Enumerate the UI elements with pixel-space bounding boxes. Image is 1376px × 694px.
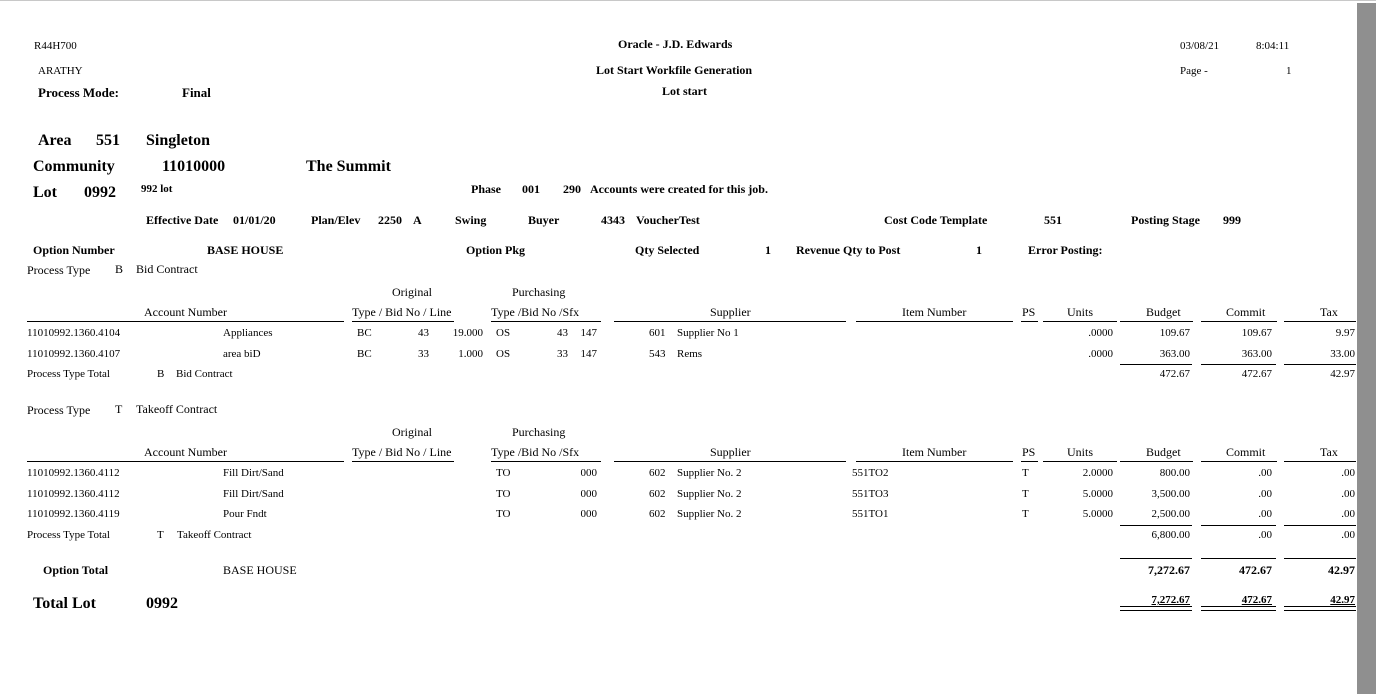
col-item-number: Item Number: [902, 305, 967, 319]
column-header-rule: [491, 321, 601, 322]
area-code: 551: [96, 132, 120, 149]
supplier-name: Supplier No. 2: [677, 467, 742, 479]
tax-value: .00: [1341, 488, 1355, 500]
col-budget: Budget: [1146, 445, 1181, 459]
column-header-rule: [1284, 461, 1356, 462]
account-desc: Fill Dirt/Sand: [223, 467, 284, 479]
process-type-total-commit: .00: [1258, 529, 1272, 541]
pur-sfx: 000: [580, 508, 597, 520]
option-number-label: Option Number: [33, 243, 115, 257]
subtotal-rule: [1201, 364, 1276, 365]
col-purchasing-sub: Type /Bid No /Sfx: [491, 445, 580, 459]
col-purchasing: Purchasing: [512, 285, 566, 299]
account-number: 11010992.1360.4112: [27, 488, 120, 500]
cost-code-template: 551: [1044, 213, 1062, 227]
col-item-number: Item Number: [902, 445, 967, 459]
qty-selected: 1: [765, 243, 771, 257]
report-id: R44H700: [34, 40, 77, 52]
col-units: Units: [1067, 445, 1094, 459]
option-total-tax: 42.97: [1328, 563, 1355, 577]
option-total-label: Option Total: [43, 563, 109, 577]
column-header-rule: [1201, 461, 1277, 462]
community-label: Community: [33, 158, 115, 175]
orig-line: 19.000: [452, 327, 483, 339]
account-desc: Fill Dirt/Sand: [223, 488, 284, 500]
account-number: 11010992.1360.4104: [27, 327, 121, 339]
pur-type: TO: [496, 467, 511, 479]
process-type-name: Takeoff Contract: [136, 402, 218, 416]
tax-value: .00: [1341, 467, 1355, 479]
col-ps: PS: [1022, 445, 1036, 459]
column-header-rule: [1021, 461, 1038, 462]
column-header-rule: [1120, 321, 1193, 322]
supplier-name: Rems: [677, 348, 703, 360]
orig-type: BC: [357, 327, 372, 339]
process-type-total-budget: 472.67: [1159, 368, 1190, 380]
lot-total-budget-double-rule: [1120, 606, 1192, 611]
pur-type: OS: [496, 348, 511, 360]
column-header-rule: [856, 461, 1013, 462]
commit-value: .00: [1258, 508, 1272, 520]
col-units: Units: [1067, 305, 1094, 319]
supplier-name: Supplier No 1: [677, 327, 739, 339]
tax-value: 9.97: [1335, 327, 1355, 339]
option-total-budget: 7,272.67: [1148, 563, 1190, 577]
lot-desc: 992 lot: [141, 183, 173, 195]
company-name: Oracle - J.D. Edwards: [618, 37, 733, 51]
process-mode-label: Process Mode:: [38, 85, 119, 100]
item-number: 551TO2: [852, 467, 889, 479]
process-type-name: Bid Contract: [136, 262, 198, 276]
posting-stage: 999: [1223, 213, 1241, 227]
subtotal-rule: [1284, 525, 1356, 526]
orig-bid-no: 43: [418, 327, 429, 339]
column-header-rule: [352, 461, 454, 462]
supplier-name: Supplier No. 2: [677, 508, 742, 520]
accounts-message: Accounts were created for this job.: [590, 182, 768, 196]
col-ps: PS: [1022, 305, 1036, 319]
column-header-rule: [1284, 321, 1356, 322]
option-number: BASE HOUSE: [207, 243, 284, 257]
orig-type: BC: [357, 348, 372, 360]
report-title: Lot Start Workfile Generation: [596, 63, 753, 77]
units-value: 2.0000: [1082, 467, 1113, 479]
area-name: Singleton: [146, 132, 211, 149]
item-number: 551TO1: [852, 508, 889, 520]
buyer-label: Buyer: [528, 213, 560, 227]
process-type-total-code: T: [157, 529, 164, 541]
process-mode-value: Final: [182, 85, 211, 100]
process-type-code: T: [115, 402, 123, 416]
pur-type: TO: [496, 488, 511, 500]
col-budget: Budget: [1146, 305, 1181, 319]
col-commit: Commit: [1226, 305, 1266, 319]
process-type-label: Process Type: [27, 263, 91, 277]
process-type-total-label: Process Type Total: [27, 368, 110, 380]
buyer-code: 4343: [601, 213, 625, 227]
posting-stage-code: T: [1022, 488, 1029, 500]
top-border: [0, 0, 1376, 1]
units-value: 5.0000: [1082, 488, 1113, 500]
tax-value: .00: [1341, 508, 1355, 520]
account-desc: Appliances: [223, 327, 273, 339]
units-value: 5.0000: [1082, 508, 1113, 520]
lot-total-commit-double-rule: [1201, 606, 1276, 611]
error-posting-label: Error Posting:: [1028, 243, 1103, 257]
report-date: 03/08/21: [1180, 40, 1220, 52]
lot-total-budget: 7,272.67: [1151, 594, 1190, 606]
units-value: .0000: [1088, 327, 1113, 339]
pur-sfx: 000: [580, 467, 597, 479]
item-number: 551TO3: [852, 488, 889, 500]
phase-value: 001: [522, 182, 540, 196]
process-type-code: B: [115, 262, 124, 276]
process-type-total-name: Bid Contract: [176, 368, 233, 380]
pur-type: OS: [496, 327, 511, 339]
process-type-label: Process Type: [27, 403, 91, 417]
report-time: 8:04:11: [1256, 40, 1290, 52]
lot-number: 0992: [84, 184, 116, 201]
col-account-number: Account Number: [144, 445, 227, 459]
process-type-total-name: Takeoff Contract: [177, 529, 252, 541]
column-header-rule: [614, 461, 846, 462]
option-total-budget-rule: [1120, 558, 1192, 559]
account-number: 11010992.1360.4119: [27, 508, 120, 520]
effective-date-label: Effective Date: [146, 213, 219, 227]
budget-value: 3,500.00: [1151, 488, 1190, 500]
pur-sfx: 147: [580, 348, 597, 360]
col-original: Original: [392, 285, 432, 299]
account-desc: Pour Fndt: [223, 508, 267, 520]
col-original-sub: Type / Bid No / Line: [352, 445, 452, 459]
budget-value: 363.00: [1159, 348, 1190, 360]
units-value: .0000: [1088, 348, 1113, 360]
subtotal-rule: [1201, 525, 1276, 526]
col-purchasing: Purchasing: [512, 425, 566, 439]
pur-type: TO: [496, 508, 511, 520]
plan-value: 2250: [378, 213, 402, 227]
posting-stage-label: Posting Stage: [1131, 213, 1200, 227]
supplier-number: 602: [649, 488, 666, 500]
process-type-total-commit: 472.67: [1241, 368, 1272, 380]
column-header-rule: [27, 321, 344, 322]
budget-value: 109.67: [1159, 327, 1190, 339]
lot-total-commit: 472.67: [1241, 594, 1272, 606]
column-header-rule: [1120, 461, 1193, 462]
process-type-total-tax: .00: [1341, 529, 1355, 541]
plan-elev-label: Plan/Elev: [311, 213, 361, 227]
col-supplier: Supplier: [710, 305, 751, 319]
column-header-rule: [1043, 461, 1117, 462]
page-label: Page -: [1180, 65, 1208, 77]
lot-total-tax: 42.97: [1330, 594, 1355, 606]
total-lot-number: 0992: [146, 595, 178, 612]
option-total-tax-rule: [1284, 558, 1356, 559]
col-account-number: Account Number: [144, 305, 227, 319]
total-lot-label: Total Lot: [33, 595, 96, 612]
lot-total-tax-double-rule: [1284, 606, 1356, 611]
column-header-rule: [352, 321, 454, 322]
budget-value: 2,500.00: [1151, 508, 1190, 520]
col-supplier: Supplier: [710, 445, 751, 459]
report-subtitle: Lot start: [662, 84, 707, 98]
phase-label: Phase: [471, 182, 501, 196]
process-type-total-label: Process Type Total: [27, 529, 110, 541]
supplier-number: 602: [649, 508, 666, 520]
swing-label: Swing: [455, 213, 487, 227]
posting-stage-code: T: [1022, 467, 1029, 479]
community-name: The Summit: [306, 158, 391, 175]
commit-value: .00: [1258, 488, 1272, 500]
option-total-commit: 472.67: [1239, 563, 1272, 577]
supplier-number: 602: [649, 467, 666, 479]
subtotal-rule: [1284, 364, 1356, 365]
column-header-rule: [491, 461, 601, 462]
column-header-rule: [614, 321, 846, 322]
option-total-commit-rule: [1201, 558, 1276, 559]
account-desc: area biD: [223, 348, 261, 360]
pur-bid-no: 33: [557, 348, 568, 360]
subtotal-rule: [1120, 364, 1192, 365]
account-number: 11010992.1360.4107: [27, 348, 121, 360]
column-header-rule: [1201, 321, 1277, 322]
col-purchasing-sub: Type /Bid No /Sfx: [491, 305, 580, 319]
commit-value: 363.00: [1241, 348, 1272, 360]
col-original-sub: Type / Bid No / Line: [352, 305, 452, 319]
column-header-rule: [856, 321, 1013, 322]
subtotal-rule: [1120, 525, 1192, 526]
process-type-total-code: B: [157, 368, 165, 380]
process-type-total-budget: 6,800.00: [1151, 529, 1190, 541]
user-id: ARATHY: [38, 65, 83, 77]
col-original: Original: [392, 425, 432, 439]
orig-line: 1.000: [458, 348, 483, 360]
accounts-count: 290: [563, 182, 581, 196]
qty-selected-label: Qty Selected: [635, 243, 700, 257]
revenue-qty-label: Revenue Qty to Post: [796, 243, 901, 257]
effective-date: 01/01/20: [233, 213, 276, 227]
lot-label: Lot: [33, 184, 57, 201]
elev-value: A: [413, 213, 422, 227]
vertical-scrollbar[interactable]: [1357, 3, 1376, 694]
supplier-number: 543: [649, 348, 666, 360]
supplier-number: 601: [649, 327, 666, 339]
column-header-rule: [1043, 321, 1117, 322]
col-commit: Commit: [1226, 445, 1266, 459]
supplier-name: Supplier No. 2: [677, 488, 742, 500]
process-type-total-tax: 42.97: [1330, 368, 1355, 380]
revenue-qty: 1: [976, 243, 982, 257]
tax-value: 33.00: [1330, 348, 1355, 360]
col-tax: Tax: [1320, 445, 1338, 459]
column-header-rule: [27, 461, 344, 462]
option-total-name: BASE HOUSE: [223, 563, 297, 577]
buyer-name: VoucherTest: [636, 213, 700, 227]
pur-sfx: 147: [580, 327, 597, 339]
budget-value: 800.00: [1159, 467, 1190, 479]
account-number: 11010992.1360.4112: [27, 467, 120, 479]
pur-bid-no: 43: [557, 327, 568, 339]
col-tax: Tax: [1320, 305, 1338, 319]
commit-value: .00: [1258, 467, 1272, 479]
posting-stage-code: T: [1022, 508, 1029, 520]
orig-bid-no: 33: [418, 348, 429, 360]
pur-sfx: 000: [580, 488, 597, 500]
commit-value: 109.67: [1241, 327, 1272, 339]
option-pkg-label: Option Pkg: [466, 243, 526, 257]
area-label: Area: [38, 132, 72, 149]
column-header-rule: [1021, 321, 1038, 322]
cost-code-template-label: Cost Code Template: [884, 213, 988, 227]
community-code: 11010000: [162, 158, 226, 175]
page-number: 1: [1286, 65, 1292, 77]
